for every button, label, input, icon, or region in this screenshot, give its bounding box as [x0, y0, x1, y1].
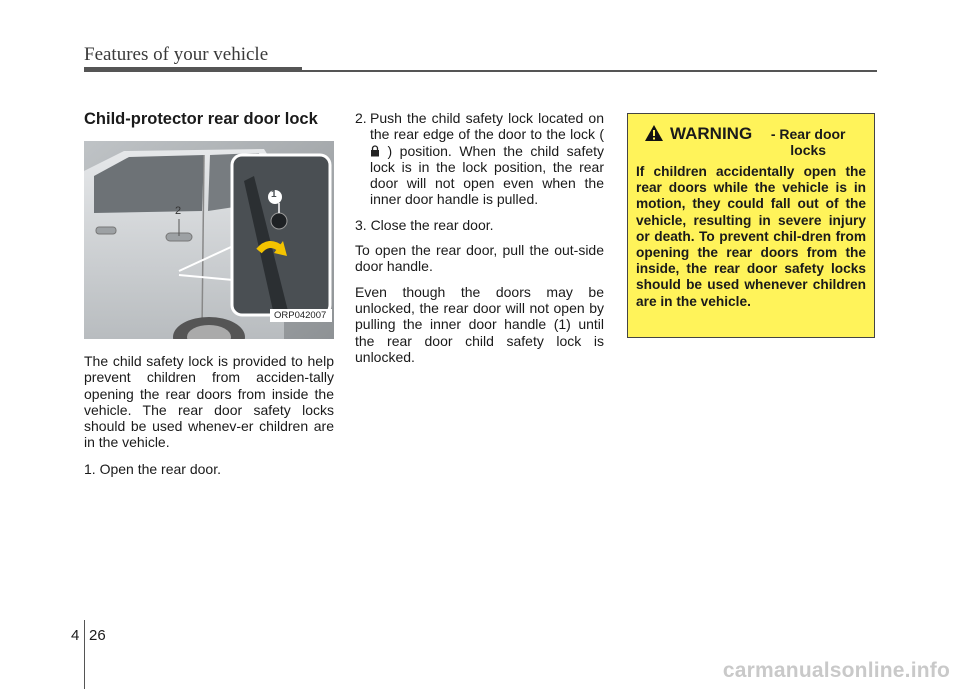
warning-box: [627, 113, 875, 338]
open-instruction: To open the rear door, pull the out-side door handle.: [355, 242, 604, 275]
chapter-number: 4: [71, 627, 80, 644]
step-3: 3. Close the rear door.: [355, 216, 494, 233]
callout-1: 1: [271, 189, 277, 200]
step-2-text-a: Push the child safety lock located on the rear edge of the door to the lock (: [370, 110, 604, 143]
warning-header: [644, 124, 866, 158]
page-header-title: Features of your vehicle: [84, 44, 269, 65]
header-rule-thin: [302, 70, 877, 72]
watermark: carmanualsonline.info: [722, 659, 950, 682]
unlock-note: Even though the doors may be unlocked, the rear door will not open by pulling the inner door handle (1) until the rear door child safety lock is unlocked.: [355, 283, 604, 365]
figure-caption: ORP042007: [274, 310, 327, 321]
step-2: [355, 110, 604, 208]
door-photo: [84, 141, 334, 339]
warning-label: WARNING: [670, 124, 753, 143]
step-1: 1. Open the rear door.: [84, 460, 221, 477]
step-2-number: 2.: [355, 110, 367, 126]
header-rule-thick: [84, 67, 302, 72]
section-heading: Child-protector rear door lock: [84, 110, 318, 128]
step-2-text-b: ) position. When the child safety lock is in the lock position, the rear door will not open even when the inner door handle is pulled.: [370, 142, 605, 208]
warning-body: If children accidentally open the rear doors while the vehicle is in motion, they could fall out of the vehicle, resulting in severe injury or death. To prevent chil-dren from opening the rear doors from the inside, the rear door safety locks should be used whenever children are in the vehicle.: [636, 164, 866, 309]
callout-2: 2: [175, 205, 182, 217]
warning-triangle-icon: [644, 124, 664, 142]
intro-paragraph: The child safety lock is provided to help prevent children from acciden-tally opening the rear doors from inside the vehicle. The rear door safety locks should be used whenev-er children are in the vehicle.: [84, 353, 334, 451]
footer-divider: [84, 620, 85, 689]
warning-subtitle: - Rear door locks: [770, 126, 846, 158]
lock-icon: [370, 145, 380, 157]
page-number: 26: [89, 627, 106, 644]
left-column: [84, 110, 334, 487]
middle-column: [355, 110, 604, 374]
